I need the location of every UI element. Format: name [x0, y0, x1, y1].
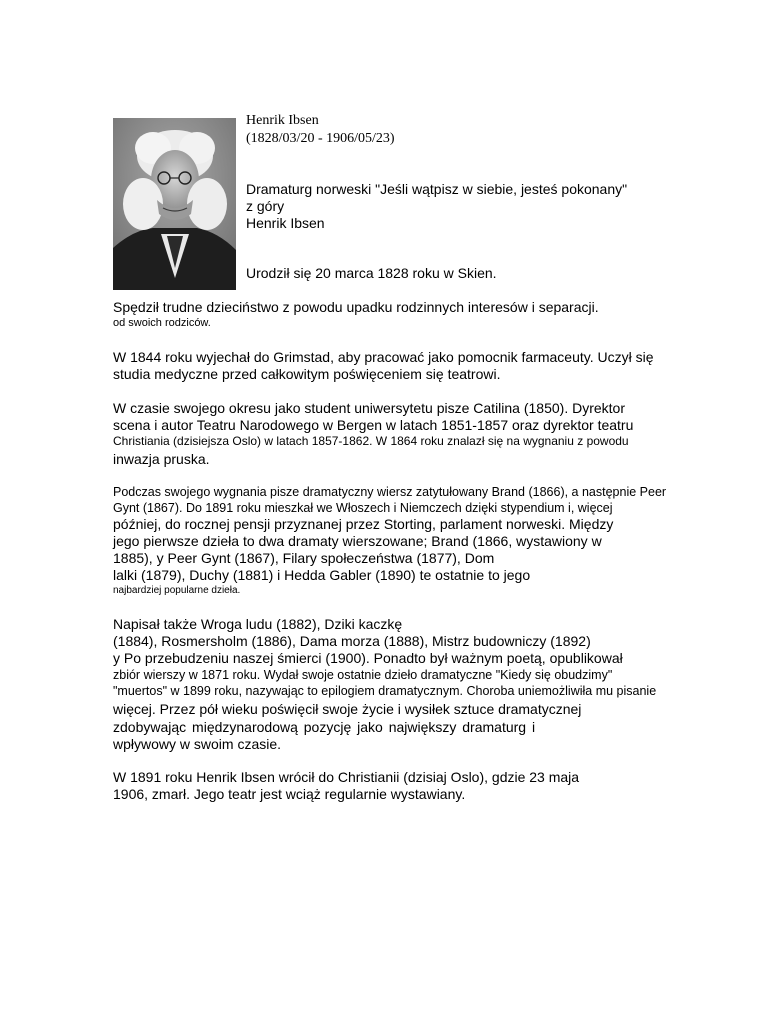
paragraph-line: później, do rocznej pensji przyznanej przez Storting, parlament norweski. Między	[113, 516, 614, 532]
paragraph-line: więcej. Przez pół wieku poświęcił swoje życie i wysiłek sztuce dramatycznej	[113, 701, 582, 717]
paragraph-line: (1884), Rosmersholm (1886), Dama morza (1888), Mistrz budowniczy (1892)	[113, 633, 591, 649]
quote-line: z góry	[246, 198, 285, 214]
paragraph-line: y Po przebudzeniu naszej śmierci (1900). Ponadto był ważnym poetą, opublikował	[113, 650, 623, 666]
life-dates: (1828/03/20 - 1906/05/23)	[246, 131, 395, 146]
paragraph-line: Napisał także Wroga ludu (1882), Dziki kaczkę	[113, 616, 403, 632]
quote-line: Dramaturg norweski "Jeśli wątpisz w siebie, jesteś pokonany"	[246, 181, 628, 197]
portrait-photo	[113, 118, 236, 290]
paragraph-line: jego pierwsze dzieła to dwa dramaty wierszowane; Brand (1866, wystawiony w	[113, 533, 602, 549]
person-name: Henrik Ibsen	[246, 113, 319, 128]
paragraph-line: Spędził trudne dzieciństwo z powodu upadku rodzinnych interesów i separacji.	[113, 299, 599, 315]
paragraph-line: inwazja pruska.	[113, 451, 210, 467]
paragraph-line: lalki (1879), Duchy (1881) i Hedda Gabler (1890) te ostatnie to jego	[113, 567, 531, 583]
paragraph-line: W 1891 roku Henrik Ibsen wrócił do Christianii (dzisiaj Oslo), gdzie 23 maja	[113, 769, 580, 785]
paragraph-line: W czasie swojego okresu jako student uniwersytetu pisze Catilina (1850). Dyrektor	[113, 400, 626, 416]
paragraph-line: W 1844 roku wyjechał do Grimstad, aby pracować jako pomocnik farmaceuty. Uczył się	[113, 349, 654, 365]
paragraph-line: Gynt (1867). Do 1891 roku mieszkał we Włoszech i Niemczech dzięki stypendium i, więcej	[113, 501, 613, 515]
birth-line: Urodził się 20 marca 1828 roku w Skien.	[246, 265, 497, 281]
paragraph-line: zbiór wierszy w 1871 roku. Wydał swoje ostatnie dzieło dramatyczne "Kiedy się obudzimy"	[113, 668, 613, 682]
paragraph-line: wpływowy w swoim czasie.	[113, 736, 282, 752]
paragraph-line: zdobywając międzynarodową pozycję jako największy dramaturg i	[113, 719, 536, 735]
quote-author: Henrik Ibsen	[246, 215, 325, 231]
paragraph-line: Podczas swojego wygnania pisze dramatyczny wiersz zatytułowany Brand (1866), a następnie Peer	[113, 485, 667, 499]
paragraph-line: 1885), y Peer Gynt (1867), Filary społeczeństwa (1877), Dom	[113, 550, 495, 566]
paragraph-line: Christiania (dzisiejsza Oslo) w latach 1857-1862. W 1864 roku znalazł się na wygnaniu z powodu	[113, 434, 629, 448]
paragraph-line: "muertos" w 1899 roku, nazywając to epilogiem dramatycznym. Choroba uniemożliwiła mu pisanie	[113, 684, 657, 698]
paragraph-line: 1906, zmarł. Jego teatr jest wciąż regularnie wystawiany.	[113, 786, 466, 802]
paragraph-line: najbardziej popularne dzieła.	[113, 585, 241, 596]
paragraph-line: scena i autor Teatru Narodowego w Bergen w latach 1851-1857 oraz dyrektor teatru	[113, 417, 634, 433]
paragraph-line: od swoich rodziców.	[113, 317, 211, 329]
paragraph-line: studia medyczne przed całkowitym poświęceniem się teatrowi.	[113, 366, 501, 382]
